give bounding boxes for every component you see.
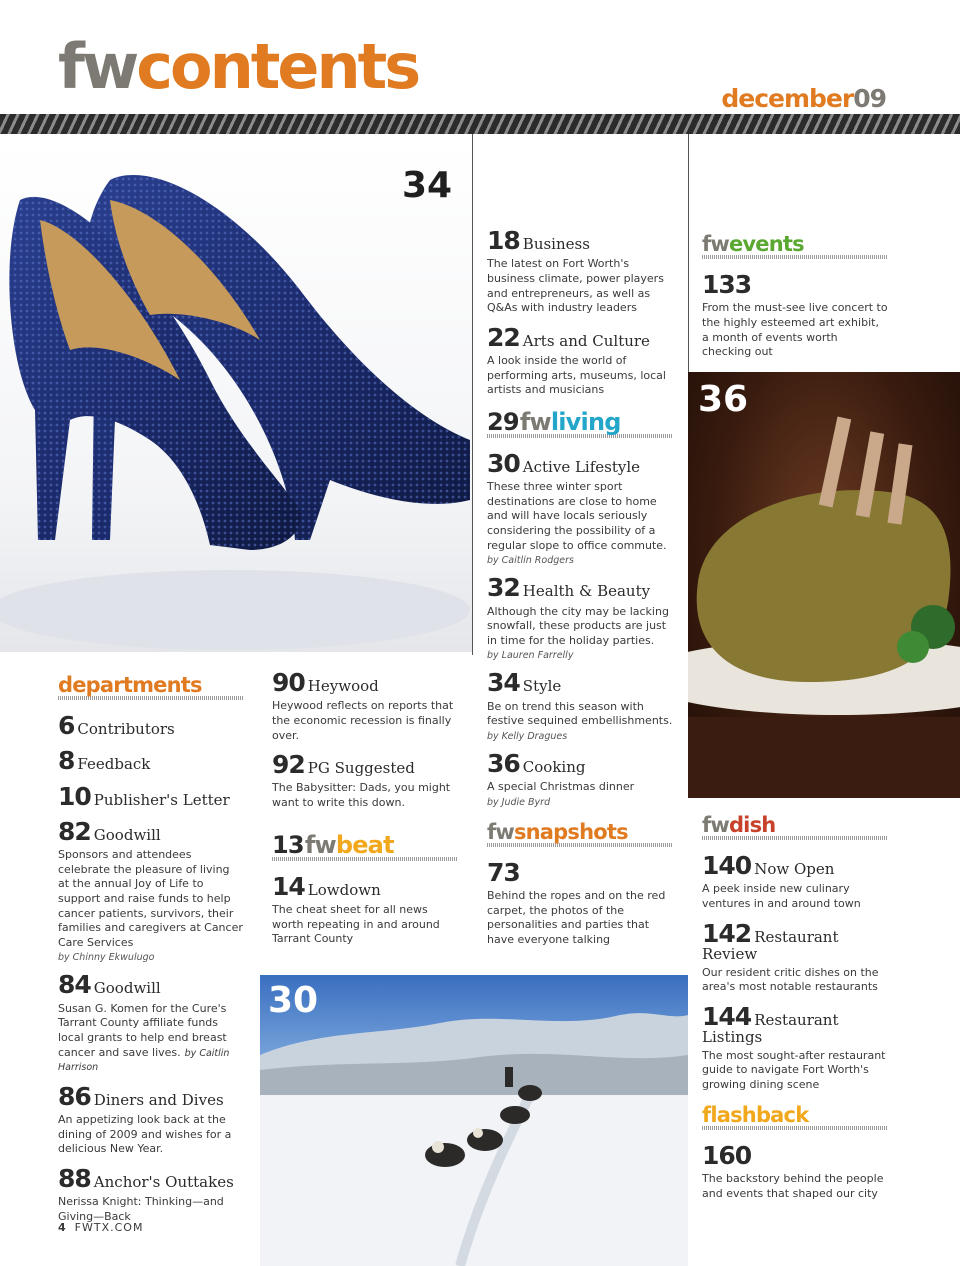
toc-entry[interactable] (487, 748, 673, 808)
entry-description: The backstory behind the people and events that shaped our city (702, 1171, 884, 1200)
roast-illustration (688, 372, 960, 798)
page-number: 160 (702, 1140, 752, 1170)
entry-description: A peek inside new culinary ventures in and around town (702, 882, 861, 910)
toc-entry[interactable] (58, 781, 244, 811)
entry-description: A special Christmas dinner (487, 780, 635, 794)
dogsled-photo (260, 975, 688, 1266)
entry-byline: by Kelly Dragues (487, 730, 568, 742)
entry-title: Restaurant Listings (702, 1010, 839, 1046)
page-number: 133 (702, 270, 752, 299)
fwliving-page-number: 29 (487, 407, 519, 436)
entry-description: Sponsors and attendees celebrate the pleasure of living at the annual Joy of Life to support and raise funds to help cancer patients, survivors, their families and caregivers at Cancer Care Services (58, 848, 243, 949)
entry-description: These three winter sport destinations are close to home and will have locals seriously considering the possibility of a regular slope to office commute. (487, 480, 667, 552)
page-number: 30 (487, 448, 520, 478)
fwsnapshots-heading (487, 819, 673, 851)
entry-title: Diners and Dives (93, 1090, 224, 1109)
page-number: 8 (58, 746, 75, 776)
page-number: 18 (487, 226, 520, 255)
entry-title: PG Suggested (307, 759, 415, 778)
entry-description: The cheat sheet for all news worth repeating in and around Tarrant County (272, 902, 440, 946)
entry-description: An appetizing look back at the dining of 2009 and wishes for a delicious New Year. (58, 1113, 232, 1156)
toc-entry[interactable] (487, 322, 673, 398)
entry-description: Be on trend this season with festive sequined embellishments. (487, 699, 673, 728)
entry-title: Arts and Culture (522, 331, 650, 350)
fwdish-word: dish (728, 813, 776, 837)
page-number: 32 (487, 573, 520, 603)
toc-entry[interactable] (58, 816, 244, 964)
middle-left-column (272, 670, 458, 947)
fwliving-heading (487, 407, 673, 442)
toc-entry[interactable] (702, 1140, 888, 1202)
entry-description: From the must-see live concert to the highly esteemed art exhibit, a month of events worth checking out (702, 301, 888, 359)
entry-byline: by Lauren Farrelly (487, 650, 574, 662)
page-number: 92 (272, 750, 305, 780)
entry-title: Contributors (77, 720, 175, 738)
entry-description: Heywood reflects on reports that the economic recession is finally over. (272, 699, 454, 742)
toc-entry[interactable] (702, 853, 888, 912)
entry-title: Lowdown (307, 880, 381, 899)
masthead-contents: contents (136, 30, 419, 103)
entry-description-text: Susan G. Komen for the Cure's Tarrant County affiliate funds local grants to help end breast cancer and save lives. (58, 1001, 227, 1059)
entry-byline: by Judie Byrd (487, 796, 551, 808)
fwliving-fw: fw (519, 407, 551, 436)
middle-right-column (487, 228, 673, 948)
fwbeat-word: beat (335, 830, 394, 859)
masthead-title (58, 30, 419, 103)
page-number: 84 (58, 970, 91, 1000)
entry-title: Style (522, 677, 562, 696)
issue-date (721, 84, 886, 113)
entry-description: The Babysitter: Dads, you might want to write this down. (272, 781, 451, 809)
fwbeat-fw: fw (304, 830, 336, 859)
toc-entry[interactable] (58, 1163, 244, 1225)
page-number: 142 (702, 918, 752, 948)
page-number: 82 (58, 816, 91, 846)
page-number: 34 (487, 668, 520, 698)
toc-entry[interactable] (58, 748, 244, 774)
page-number: 73 (487, 857, 520, 887)
fwliving-word: living (550, 407, 621, 436)
toc-entry[interactable] (487, 670, 673, 742)
folio-number: 4 (58, 1221, 67, 1234)
entry-description: The most sought-after restaurant guide to navigate Fort Worth's growing dining scene (702, 1048, 886, 1091)
entry-title: Goodwill (93, 825, 161, 844)
toc-entry[interactable] (272, 670, 458, 743)
page-number: 6 (58, 711, 75, 740)
fwevents-fw: fw (702, 232, 729, 256)
events-column (702, 234, 888, 360)
entry-description: Although the city may be lacking snowfall, these products are just in time for the holiday parties. (487, 604, 669, 647)
entry-title: Active Lifestyle (522, 457, 641, 476)
entry-description: Nerissa Knight: Thinking—and Giving—Back (58, 1195, 224, 1223)
page-number: 10 (58, 781, 91, 811)
flashback-word: flashback (702, 1102, 809, 1127)
toc-entry[interactable] (702, 1001, 888, 1093)
entry-byline: by Caitlin Harrison (58, 1047, 230, 1074)
page-number: 144 (702, 1001, 752, 1031)
departments-heading (58, 675, 244, 704)
toc-entry[interactable] (272, 752, 458, 811)
toc-entry[interactable] (487, 575, 673, 661)
entry-description: The latest on Fort Worth's business climate, power players and entrepreneurs, as well as Q&As with industry leaders (487, 257, 664, 315)
page-footer (58, 1221, 143, 1234)
entry-description: Behind the ropes and on the red carpet, the photos of the personalities and parties that have everyone talking (487, 889, 666, 946)
roast-photo (688, 372, 960, 798)
fwbeat-page-number: 13 (272, 830, 304, 859)
entry-byline: by Caitlin Rodgers (487, 555, 574, 567)
fwsnapshots-word: snapshots (513, 819, 628, 844)
dish-column (702, 815, 888, 1201)
toc-entry[interactable] (58, 1081, 244, 1157)
entry-title: Heywood (307, 677, 379, 695)
entry-title: Business (522, 235, 590, 253)
entry-title: Feedback (77, 755, 151, 774)
page-number: 90 (272, 668, 305, 697)
page-number: 140 (702, 851, 752, 880)
divider-rule (472, 134, 473, 655)
page-number: 86 (58, 1081, 91, 1111)
page-number: 14 (272, 871, 305, 901)
flashback-heading (702, 1102, 888, 1134)
toc-entry[interactable] (702, 272, 888, 360)
entry-description: Our resident critic dishes on the area's most notable restaurants (702, 965, 879, 994)
fwevents-heading (702, 234, 888, 263)
shoe-illustration (0, 140, 472, 652)
toc-entry[interactable] (487, 857, 673, 948)
entry-byline: by Chinny Ekwulugo (58, 952, 155, 964)
page-number: 22 (487, 322, 520, 352)
entry-title: Goodwill (93, 979, 161, 998)
toc-entry[interactable] (702, 918, 888, 995)
shoe-page-number: 34 (402, 165, 453, 206)
divider-rule (688, 134, 689, 372)
fwsnapshots-fw: fw (487, 819, 514, 844)
page-number: 88 (58, 1163, 91, 1193)
entry-description: A look inside the world of performing arts, museums, local artists and musicians (487, 354, 666, 397)
issue-year: 09 (853, 84, 886, 113)
departments-heading-text: departments (58, 673, 202, 697)
toc-entry[interactable] (487, 448, 673, 567)
header-stripe (0, 114, 960, 134)
snow-illustration (260, 975, 688, 1266)
page-number: 36 (487, 748, 520, 778)
entry-title: Publisher's Letter (93, 790, 230, 809)
entry-title: Restaurant Review (702, 927, 839, 963)
entry-title: Now Open (754, 860, 835, 878)
entry-description (58, 1002, 244, 1075)
snow-page-number: 30 (268, 980, 319, 1021)
toc-entry[interactable] (58, 713, 244, 739)
fwevents-word: events (728, 232, 804, 256)
entry-title: Health & Beauty (522, 582, 651, 601)
sequin-shoe-photo (0, 140, 472, 652)
fwbeat-heading (272, 830, 458, 865)
departments-column (58, 675, 244, 1224)
entry-title: Cooking (522, 757, 586, 776)
toc-entry[interactable] (58, 972, 244, 1074)
masthead-fw: fw (58, 30, 137, 103)
roast-page-number: 36 (698, 379, 749, 420)
site-name: FWTX.COM (74, 1221, 144, 1234)
entry-title: Anchor's Outtakes (93, 1172, 234, 1191)
toc-entry[interactable] (487, 228, 673, 316)
toc-entry[interactable] (272, 871, 458, 947)
fwdish-fw: fw (702, 813, 729, 837)
issue-month: december (721, 84, 854, 113)
fwdish-heading (702, 815, 888, 844)
